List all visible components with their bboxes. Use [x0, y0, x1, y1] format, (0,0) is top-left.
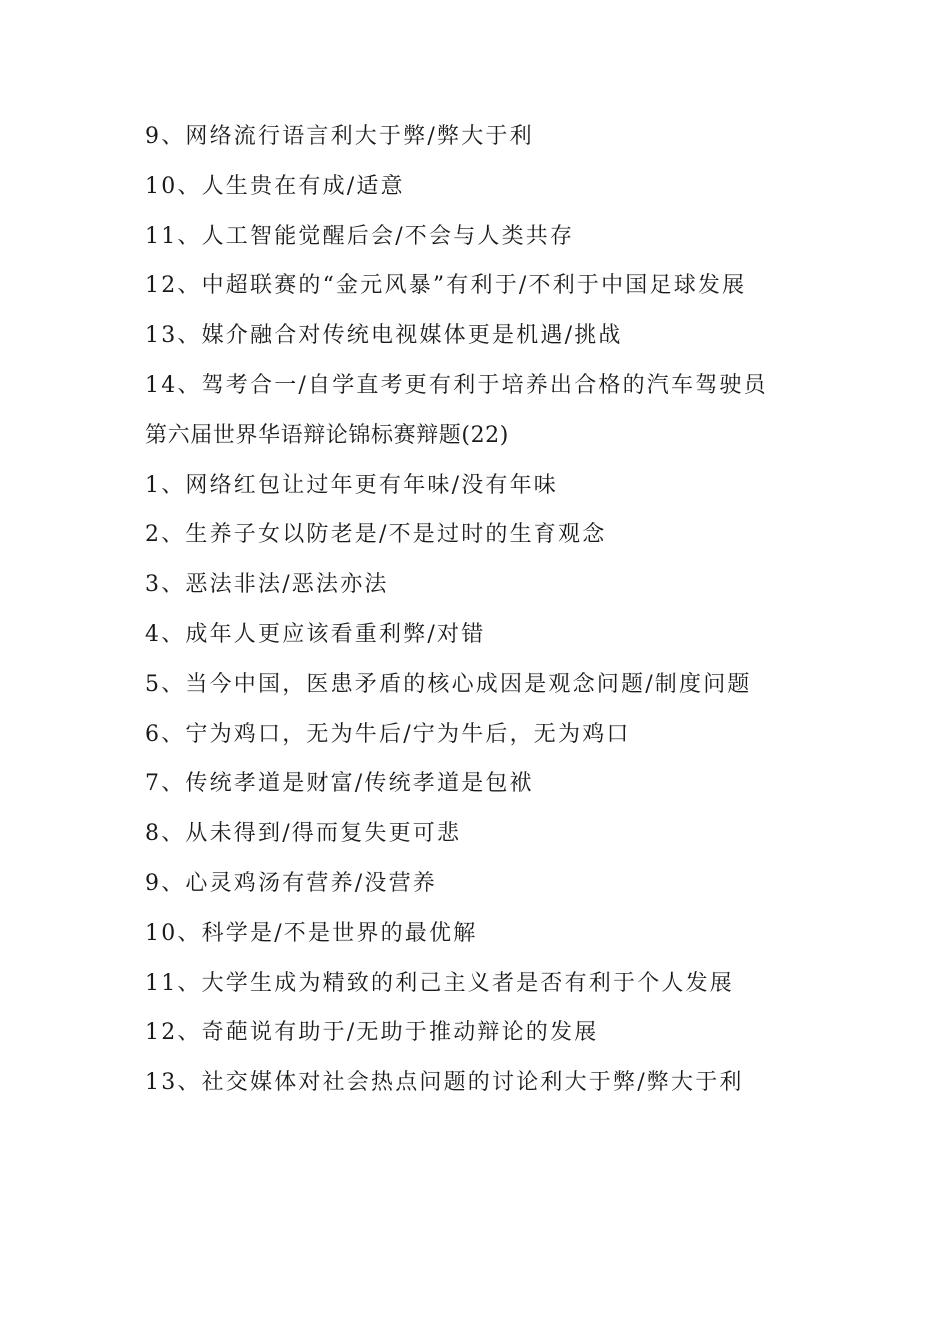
debate-topic-item: 14、驾考合一/自学直考更有利于培养出合格的汽车驾驶员	[145, 372, 768, 398]
debate-topic-list	[145, 112, 905, 1108]
debate-topic-item: 13、媒介融合对传统电视媒体更是机遇/挑战	[145, 323, 623, 349]
debate-topic-item: 3、恶法非法/恶法亦法	[145, 572, 389, 598]
debate-topic-item: 4、成年人更应该看重利弊/对错	[145, 621, 486, 647]
debate-topic-item: 10、人生贵在有成/适意	[145, 173, 405, 199]
debate-topic-item: 1、网络红包让过年更有年味/没有年味	[145, 472, 559, 498]
debate-topic-item: 11、人工智能觉醒后会/不会与人类共存	[145, 223, 575, 249]
section-heading: 第六届世界华语辩论锦标赛辩题(22)	[145, 422, 509, 448]
debate-topic-item: 13、社交媒体对社会热点问题的讨论利大于弊/弊大于利	[145, 1070, 744, 1096]
debate-topic-item: 7、传统孝道是财富/传统孝道是包袱	[145, 771, 534, 797]
debate-topic-item: 12、奇葩说有助于/无助于推动辩论的发展	[145, 1020, 599, 1046]
debate-topic-item: 9、心灵鸡汤有营养/没营养	[145, 870, 438, 896]
debate-topic-item: 11、大学生成为精致的利己主义者是否有利于个人发展	[145, 970, 734, 996]
debate-topic-item: 10、科学是/不是世界的最优解	[145, 920, 478, 946]
debate-topic-item: 5、当今中国，医患矛盾的核心成因是观念问题/制度问题	[145, 671, 752, 697]
debate-topic-item: 6、宁为鸡口，无为牛后/宁为牛后，无为鸡口	[145, 721, 631, 747]
debate-topic-item: 8、从未得到/得而复失更可悲	[145, 821, 462, 847]
debate-topic-item: 12、中超联赛的“金元风暴”有利于/不利于中国足球发展	[145, 273, 747, 299]
debate-topic-item: 2、生养子女以防老是/不是过时的生育观念	[145, 522, 607, 548]
debate-topic-item: 9、网络流行语言利大于弊/弊大于利	[145, 124, 534, 149]
